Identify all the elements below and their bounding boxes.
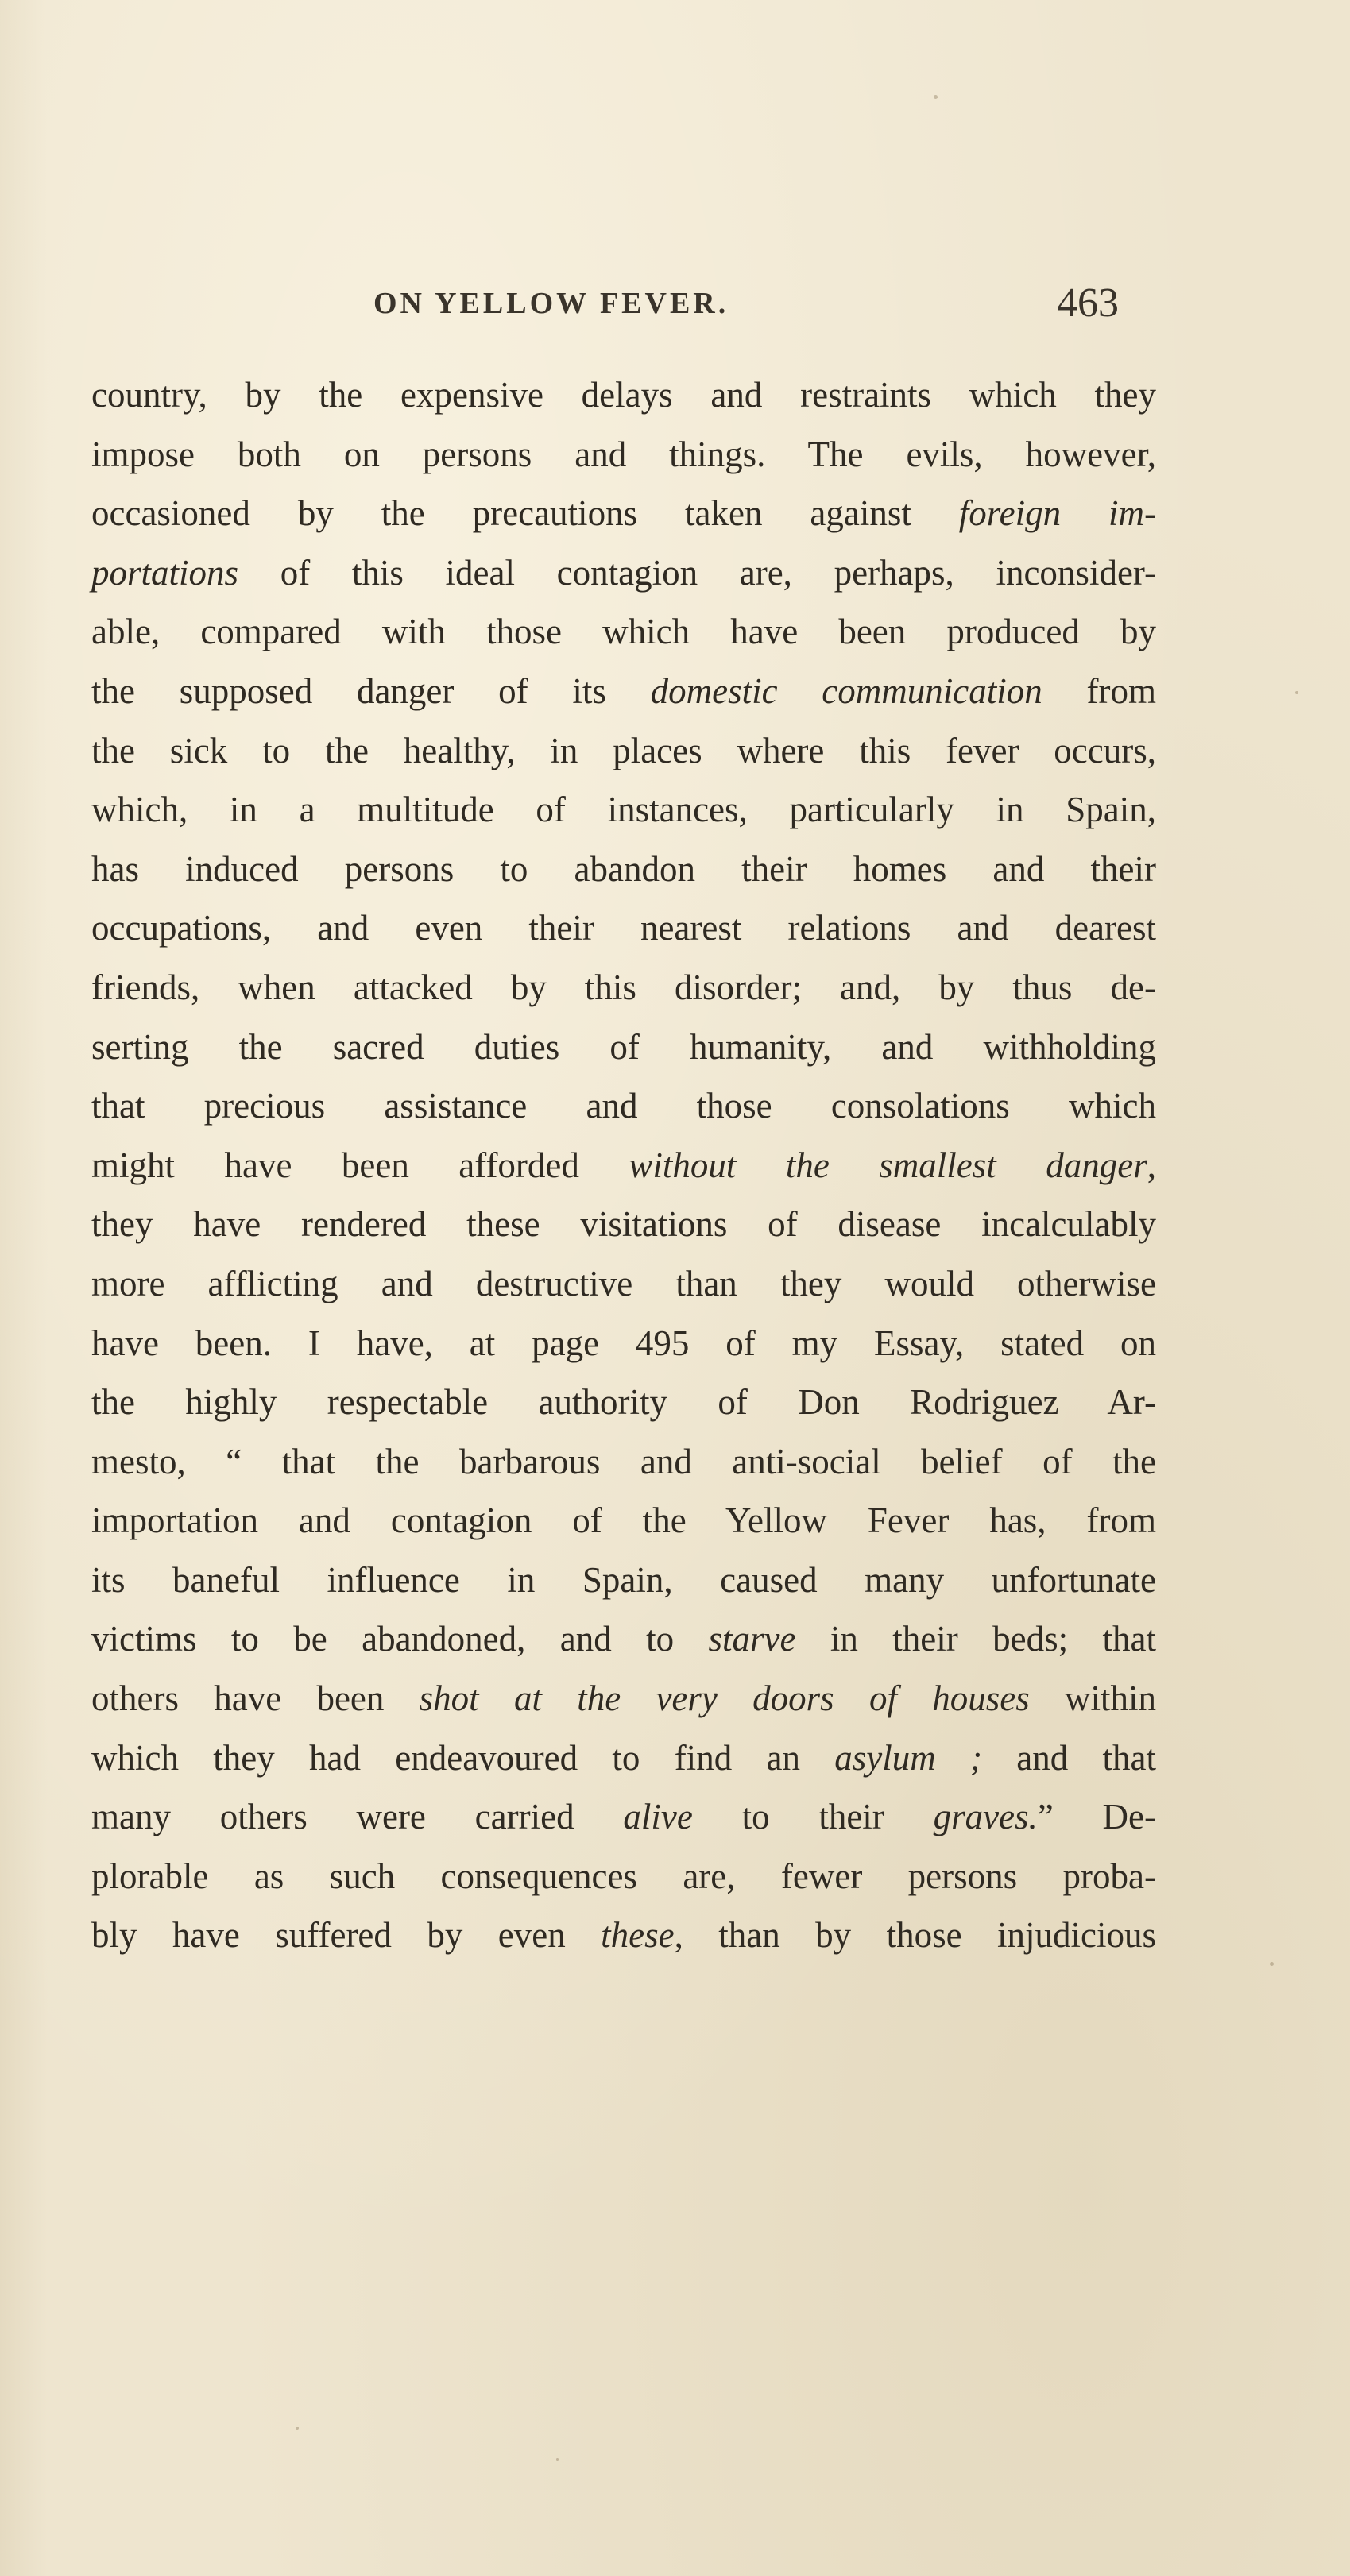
- text-run: the supposed danger of its: [91, 670, 651, 711]
- text-run: which they had endeavoured to find an: [91, 1737, 835, 1778]
- paper-speck: [296, 2427, 299, 2430]
- text-run: many others were carried: [91, 1797, 624, 1837]
- italic-phrase: starve: [708, 1619, 796, 1659]
- text-run: from: [1042, 670, 1156, 711]
- text-line: [91, 1847, 1156, 1906]
- text-run: might have been afforded: [91, 1145, 629, 1185]
- text-run: impose both on persons and things. The evils, however,: [91, 434, 1156, 474]
- text-line: [91, 1787, 1156, 1847]
- text-line: [91, 1491, 1156, 1551]
- text-run: plorable as such consequences are, fewer persons proba-: [91, 1856, 1156, 1896]
- text-run: able, compared with those which have been produced by: [91, 612, 1156, 652]
- italic-phrase: portations: [91, 552, 239, 593]
- text-line: [91, 898, 1156, 958]
- text-line: [91, 1373, 1156, 1432]
- italic-phrase: graves.: [933, 1797, 1038, 1837]
- text-run: importation and contagion of the Yellow Fever has, from: [91, 1500, 1156, 1541]
- text-run: ” De-: [1037, 1797, 1156, 1837]
- text-run: of this ideal contagion are, perhaps, inconsider-: [238, 552, 1156, 593]
- body-text: [91, 365, 1156, 1965]
- text-line: [91, 840, 1156, 899]
- text-line: [91, 365, 1156, 425]
- text-run: which, in a multitude of instances, particularly in Spain,: [91, 790, 1156, 830]
- italic-phrase: these: [601, 1915, 675, 1956]
- text-line: [91, 1906, 1156, 1965]
- text-run: have been. I have, at page 495 of my Essay, stated on: [91, 1323, 1156, 1363]
- text-line: [91, 721, 1156, 781]
- text-run: in their beds; that: [795, 1619, 1156, 1659]
- text-run: has induced persons to abandon their homes and their: [91, 848, 1156, 889]
- text-line: [91, 662, 1156, 721]
- paper-speck: [1295, 691, 1298, 694]
- text-line: [91, 1609, 1156, 1669]
- text-run: occasioned by the precautions taken against: [91, 493, 959, 534]
- text-run: the highly respectable authority of Don Rodriguez Ar-: [91, 1382, 1156, 1423]
- text-line: [91, 1136, 1156, 1195]
- text-line: [91, 958, 1156, 1018]
- text-run: ,: [1147, 1145, 1156, 1185]
- text-run: they have rendered these visitations of disease incalculably: [91, 1204, 1156, 1245]
- text-run: more afflicting and destructive than they would otherwise: [91, 1263, 1156, 1303]
- italic-phrase: foreign im-: [958, 493, 1156, 534]
- text-run: the sick to the healthy, in places where this fever occurs,: [91, 730, 1156, 770]
- text-run: that precious assistance and those consolations which: [91, 1086, 1156, 1126]
- text-line: [91, 602, 1156, 662]
- text-line: [91, 1728, 1156, 1788]
- running-head: [0, 280, 1350, 334]
- running-title: ON YELLOW FEVER.: [373, 287, 729, 320]
- italic-phrase: shot at the very doors of houses: [419, 1678, 1030, 1719]
- text-run: , than by those injudicious: [674, 1915, 1156, 1956]
- text-run: within: [1029, 1678, 1156, 1719]
- text-line: [91, 425, 1156, 485]
- italic-phrase: asylum ;: [834, 1737, 982, 1778]
- text-run: others have been: [91, 1678, 420, 1719]
- text-run: to their: [692, 1797, 934, 1837]
- paper-speck: [1270, 1962, 1274, 1966]
- text-run: and that: [982, 1737, 1157, 1778]
- text-line: [91, 1076, 1156, 1136]
- text-line: [91, 1551, 1156, 1610]
- text-run: serting the sacred duties of humanity, and withholding: [91, 1026, 1156, 1067]
- text-run: occupations, and even their nearest relations and dearest: [91, 908, 1156, 948]
- text-line: [91, 484, 1156, 543]
- text-line: [91, 1669, 1156, 1728]
- text-run: bly have suffered by even: [91, 1915, 602, 1956]
- italic-phrase: domestic communication: [650, 670, 1042, 711]
- italic-phrase: without the smallest danger: [629, 1145, 1147, 1185]
- page-number: 463: [1057, 280, 1119, 326]
- italic-phrase: alive: [623, 1797, 693, 1837]
- text-run: its baneful influence in Spain, caused many unfortunate: [91, 1559, 1156, 1600]
- text-line: [91, 1254, 1156, 1314]
- text-line: [91, 1314, 1156, 1373]
- text-line: [91, 1432, 1156, 1492]
- text-line: [91, 1018, 1156, 1077]
- text-line: [91, 543, 1156, 603]
- text-run: victims to be abandoned, and to: [91, 1619, 709, 1659]
- text-line: [91, 1195, 1156, 1254]
- paper-speck: [556, 2458, 559, 2461]
- paper-speck: [934, 95, 938, 99]
- text-line: [91, 780, 1156, 840]
- text-run: friends, when attacked by this disorder; and, by thus de-: [91, 967, 1156, 1007]
- text-run: country, by the expensive delays and restraints which they: [91, 375, 1156, 415]
- text-run: mesto, “ that the barbarous and anti-social belief of the: [91, 1441, 1156, 1481]
